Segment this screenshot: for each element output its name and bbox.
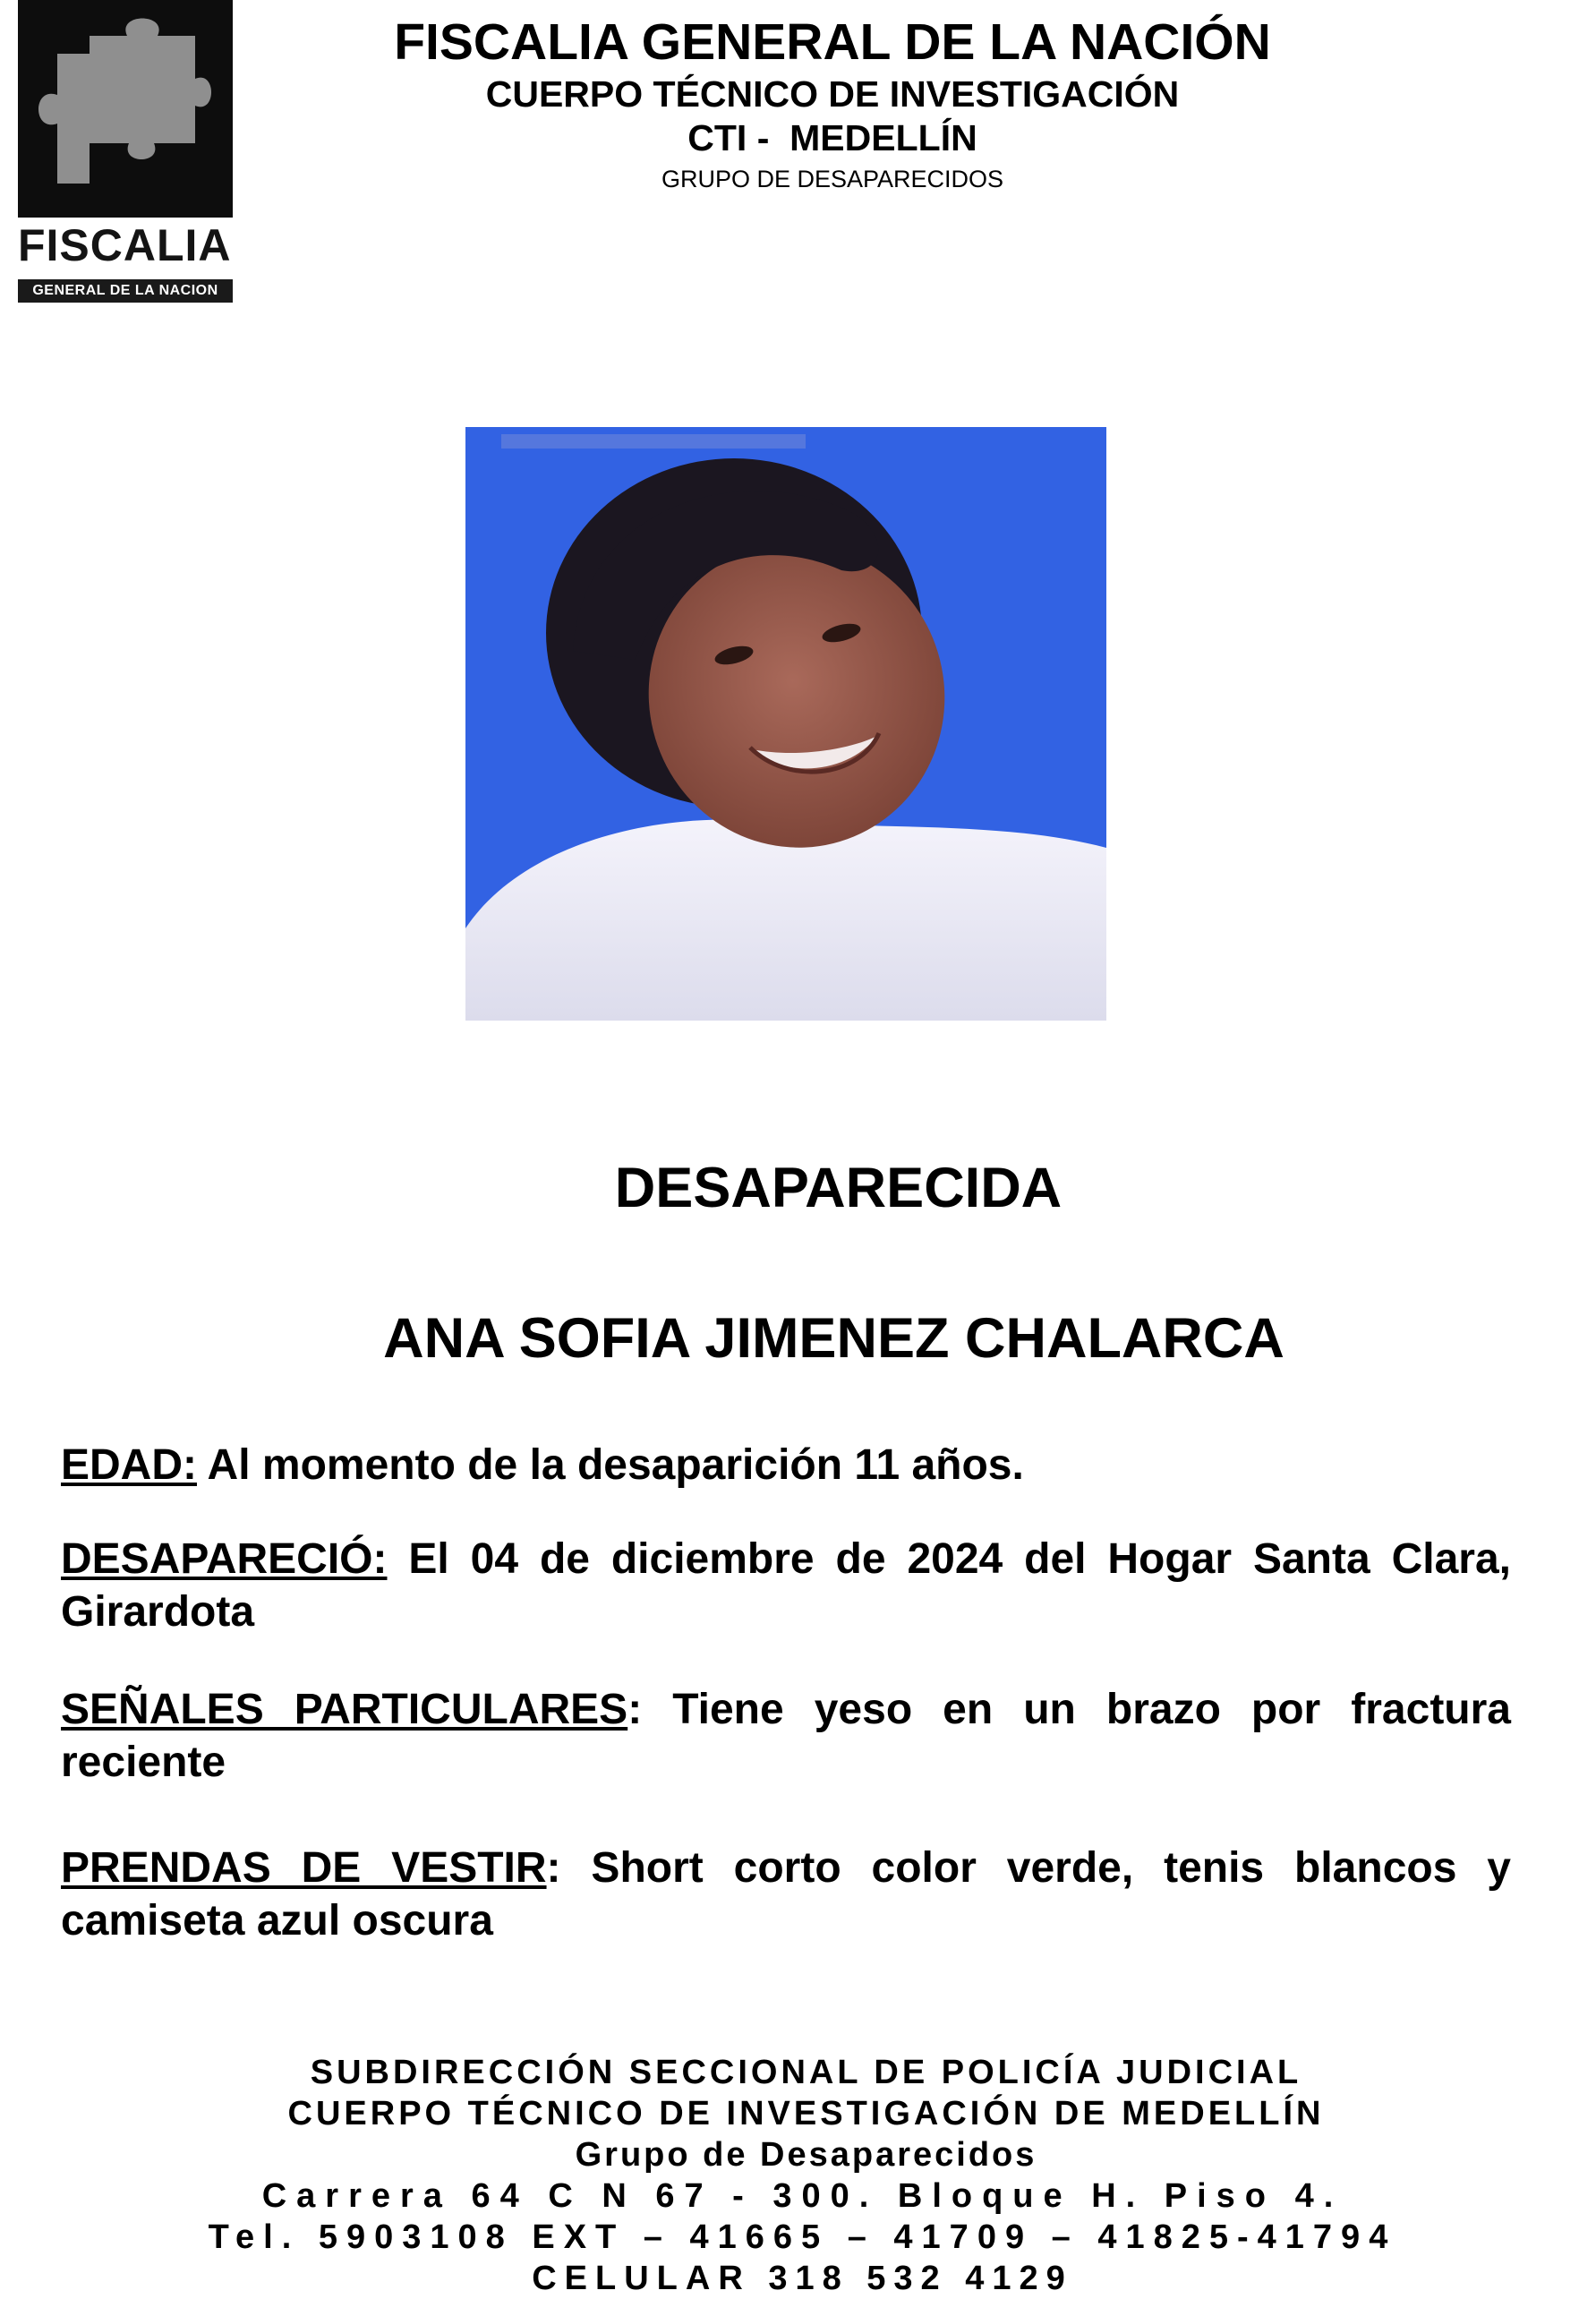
disappearance-field xyxy=(61,1533,1511,1638)
status-heading: DESAPARECIDA xyxy=(614,1157,1063,1219)
disappearance-value: El 04 de diciembre de 2024 del Hogar Santa Clara, Girardota xyxy=(61,1535,1511,1636)
puzzle-piece-icon xyxy=(18,0,233,218)
fiscalia-logo xyxy=(18,0,233,310)
footer-group: Grupo de Desaparecidos xyxy=(575,2136,1037,2174)
disappearance-label: DESAPARECIÓ: xyxy=(61,1535,388,1583)
header-group: GRUPO DE DESAPARECIDOS xyxy=(661,166,1004,192)
logo-wordmark: FISCALIA xyxy=(18,220,232,270)
distinguishing-marks-field xyxy=(61,1683,1511,1789)
person-name: ANA SOFIA JIMENEZ CHALARCA xyxy=(383,1307,1284,1370)
clothing-label: PRENDAS DE VESTIR xyxy=(61,1844,547,1892)
logo-mark xyxy=(18,0,233,218)
footer-subdirection: SUBDIRECCIÓN SECCIONAL DE POLICÍA JUDICIAL xyxy=(310,2054,1302,2091)
clothing-field xyxy=(61,1842,1511,1947)
portrait-image xyxy=(465,427,1106,1021)
age-label: EDAD: xyxy=(61,1441,197,1489)
age-field xyxy=(61,1439,1511,1491)
header-unit: CUERPO TÉCNICO DE INVESTIGACIÓN xyxy=(485,73,1180,115)
missing-person-photo xyxy=(465,427,1106,1021)
age-value: Al momento de la desaparición 11 años. xyxy=(197,1441,1024,1489)
footer-unit: CUERPO TÉCNICO DE INVESTIGACIÓN DE MEDELLÍN xyxy=(287,2095,1325,2132)
footer-address: Carrera 64 C N 67 - 300. Bloque H. Piso 4. xyxy=(261,2177,1344,2215)
distinguishing-marks-label: SEÑALES PARTICULARES xyxy=(61,1686,628,1733)
clothing-value: : Short corto color verde, tenis blancos y camiseta azul oscura xyxy=(61,1844,1511,1944)
distinguishing-marks-value: : Tiene yeso en un brazo por fractura reciente xyxy=(61,1686,1511,1786)
header-city: CTI - MEDELLÍN xyxy=(687,117,977,158)
footer-phone: Tel. 5903108 EXT – 41665 – 41709 – 41825-41794 xyxy=(208,2218,1397,2256)
logo-subtitle: GENERAL DE LA NACION xyxy=(18,279,233,303)
header-institution: FISCALIA GENERAL DE LA NACIÓN xyxy=(394,13,1271,71)
footer-mobile: CELULAR 318 532 4129 xyxy=(532,2260,1073,2297)
